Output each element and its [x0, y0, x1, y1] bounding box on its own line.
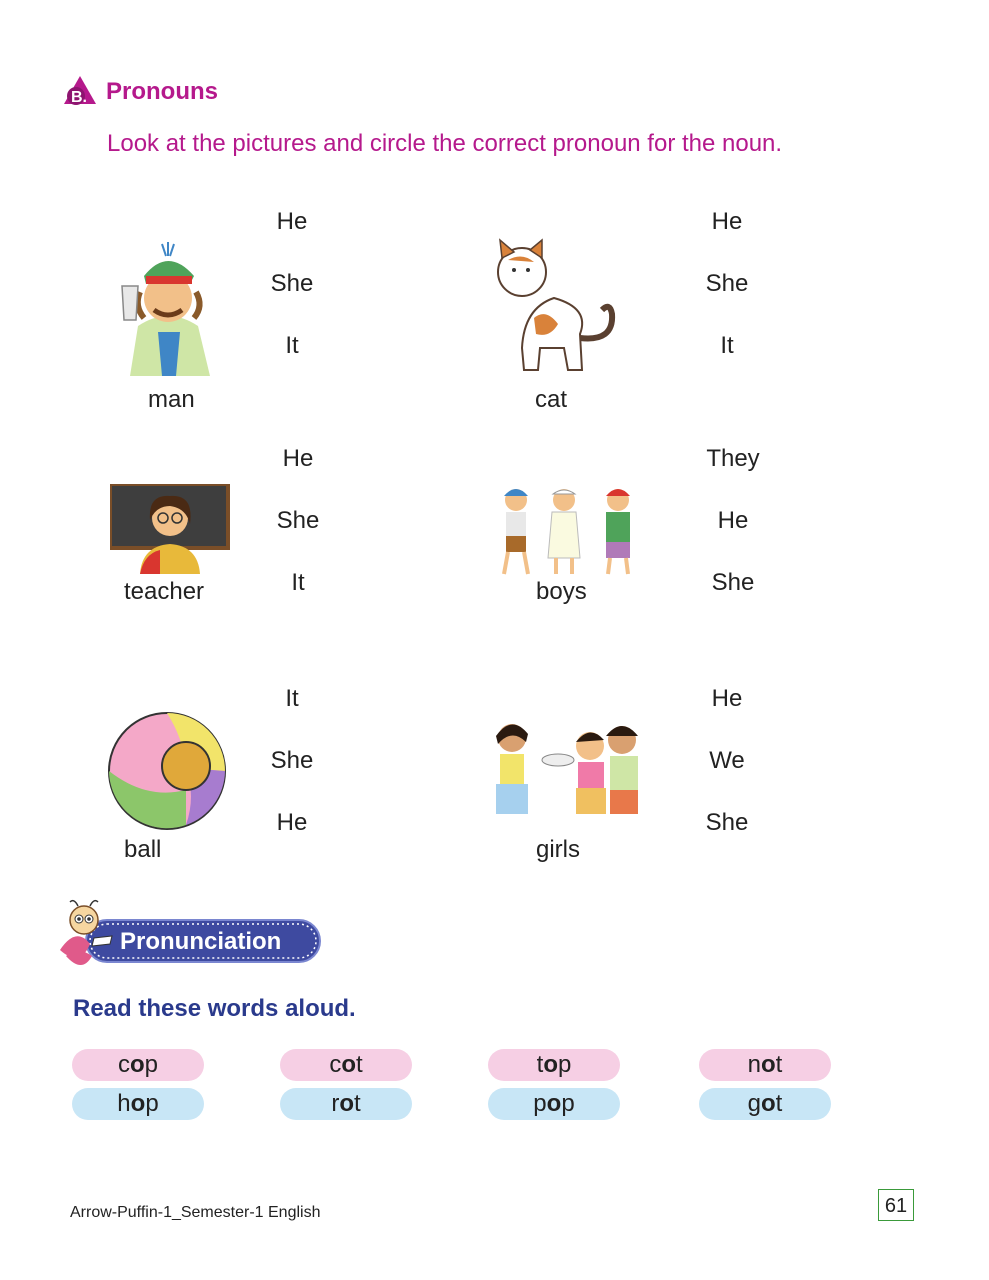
pronoun-option[interactable]: She — [705, 270, 749, 297]
pronoun-option[interactable]: She — [711, 569, 755, 596]
pronoun-option[interactable]: He — [276, 208, 308, 235]
noun-label: ball — [124, 836, 162, 863]
svg-text:B.: B. — [71, 89, 87, 106]
pronoun-option[interactable]: She — [705, 809, 749, 836]
teacher-illustration — [110, 484, 230, 574]
word-pill: hop — [72, 1088, 204, 1120]
pronoun-option[interactable]: It — [291, 569, 305, 596]
pronoun-option[interactable]: He — [282, 445, 314, 472]
page-number: 61 — [878, 1189, 914, 1221]
cat-illustration — [494, 238, 622, 374]
read-aloud-instruction: Read these words aloud. — [73, 995, 356, 1022]
ball-illustration — [106, 710, 228, 832]
pronoun-option[interactable]: We — [709, 747, 745, 774]
noun-label: cat — [535, 386, 568, 413]
pronunciation-title: Pronunciation — [120, 928, 282, 955]
word-pill: got — [699, 1088, 831, 1120]
pronoun-option[interactable]: It — [285, 685, 299, 712]
pronoun-option[interactable]: It — [285, 332, 299, 359]
footer-book-title: Arrow-Puffin-1_Semester-1 English — [70, 1204, 321, 1221]
word-pill: pop — [488, 1088, 620, 1120]
pronoun-option[interactable]: He — [717, 507, 749, 534]
word-pill: top — [488, 1049, 620, 1081]
word-pill: not — [699, 1049, 831, 1081]
boys-illustration — [490, 482, 638, 578]
pronoun-option[interactable]: She — [276, 507, 320, 534]
word-pill: cop — [72, 1049, 204, 1081]
pronoun-option[interactable]: She — [270, 270, 314, 297]
noun-label: girls — [536, 836, 581, 863]
section-badge-icon — [62, 74, 98, 110]
word-pill: rot — [280, 1088, 412, 1120]
pronoun-option[interactable]: He — [711, 208, 743, 235]
noun-label: man — [148, 386, 195, 413]
word-pill: cot — [280, 1049, 412, 1081]
pronoun-option[interactable]: He — [711, 685, 743, 712]
pronoun-option[interactable]: He — [276, 809, 308, 836]
pronunciation-banner — [56, 898, 326, 974]
section-heading — [62, 74, 218, 110]
noun-label: boys — [536, 578, 587, 605]
man-illustration — [110, 236, 226, 376]
exercise-instruction: Look at the pictures and circle the correct pronoun for the noun. — [107, 130, 783, 157]
pronoun-option[interactable]: She — [270, 747, 314, 774]
pronoun-option[interactable]: It — [720, 332, 734, 359]
noun-label: teacher — [124, 578, 205, 605]
section-title: Pronouns — [106, 78, 218, 105]
girls-illustration — [486, 712, 650, 822]
pronoun-option[interactable]: They — [706, 445, 760, 472]
